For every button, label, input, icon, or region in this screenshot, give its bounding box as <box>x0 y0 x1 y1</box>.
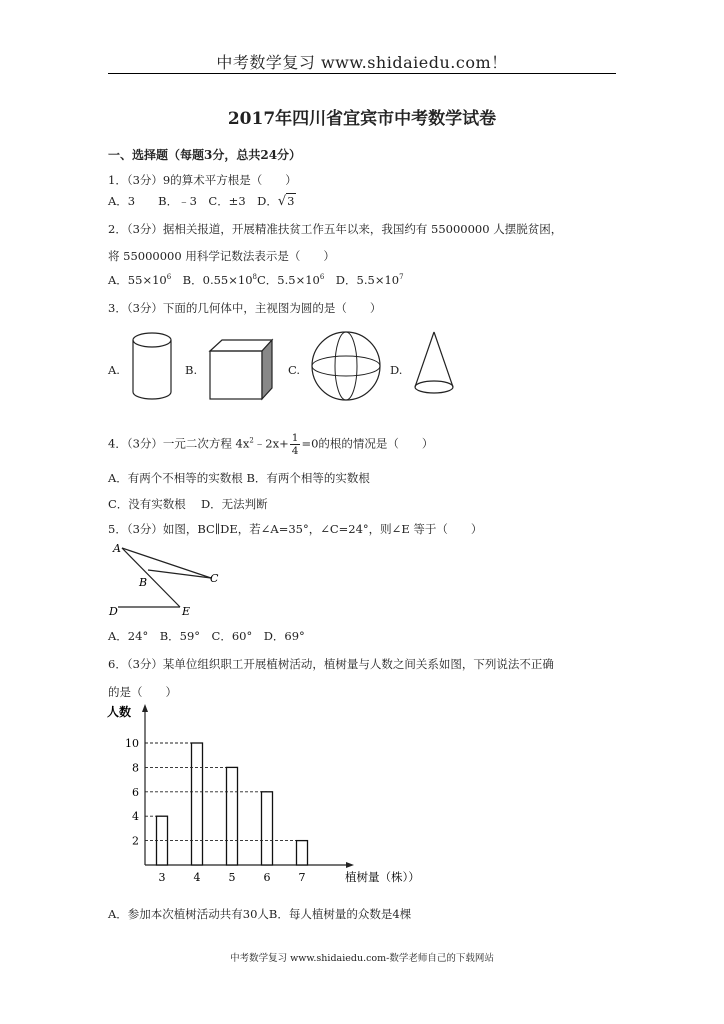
q6-stem-line1: 6．（3分）某单位组织职工开展植树活动，植树量与人数之间关系如图，下列说法不正确 <box>108 657 554 671</box>
q3-label-c: C. <box>288 363 301 377</box>
q4-fraction <box>290 432 301 457</box>
q6-option-line: A．参加本次植树活动共有30人B．每人植树量的众数是4棵 <box>108 907 412 921</box>
tree-planting-bar-chart <box>105 700 445 890</box>
y-tick-label: 4 <box>132 810 139 824</box>
page-header: 中考数学复习 www.shidaiedu.com！ <box>216 53 508 72</box>
q4-stem-mid: ﹣2x+ <box>253 436 289 451</box>
q2-opt-b-exp: 8 <box>252 273 257 282</box>
q2-opt-c: C．5.5×10 <box>256 273 320 287</box>
x-tick-label: 5 <box>228 871 236 884</box>
bar <box>262 792 273 865</box>
q2-options <box>108 272 404 288</box>
q2-opt-b: B．0.55×10 <box>171 273 253 287</box>
sphere-figure <box>306 326 386 406</box>
paper-title: 2017年四川省宜宾市中考数学试卷 <box>227 109 497 129</box>
section-heading: 一、选择题（每题3分，总共24分） <box>108 148 302 162</box>
q6-stem-line2: 的是（ ） <box>108 685 177 699</box>
x-tick-label: 6 <box>263 871 271 884</box>
q4-frac-num: 1 <box>291 432 299 444</box>
bar <box>227 767 238 865</box>
q5-point-e: E <box>182 605 191 618</box>
q5-point-a: A <box>113 542 121 555</box>
q5-geometry-figure <box>106 540 226 620</box>
y-axis-label: 人数 <box>107 705 132 719</box>
q3-label-b: B. <box>185 363 198 377</box>
q4-frac-den: 4 <box>291 445 299 457</box>
q2-stem-line1: 2．（3分）据相关报道，开展精准扶贫工作五年以来，我国约有 55000000 人摆脱贫困， <box>108 222 563 236</box>
q3-label-d: D. <box>390 363 403 377</box>
q2-opt-d-exp: 7 <box>399 273 404 282</box>
y-tick-label: 6 <box>132 785 139 799</box>
y-axis-arrow <box>142 704 148 712</box>
x-tick-label: 7 <box>298 871 306 884</box>
q4-stem-pre: 4．（3分）一元二次方程 4x <box>108 436 250 451</box>
q4-stem-post: =0的根的情况是（ ） <box>301 436 434 451</box>
q1-options-text: A．3 B．﹣3 C．±3 D． <box>108 194 278 208</box>
x-axis-arrow <box>346 862 354 868</box>
q2-opt-c-exp: 6 <box>319 273 325 282</box>
cylinder-figure <box>128 330 178 406</box>
cube-figure <box>205 337 277 403</box>
x-axis-label: 植树量（株）） <box>345 870 420 884</box>
q3-stem: 3．（3分）下面的几何体中，主视图为圆的是（ ） <box>108 301 382 315</box>
y-tick-label: 8 <box>132 761 139 775</box>
bar <box>297 841 308 865</box>
bar <box>192 743 203 865</box>
q5-point-d: D <box>109 605 118 618</box>
x-tick-label: 3 <box>158 871 166 884</box>
q1-sqrt-radicand: 3 <box>287 194 295 208</box>
q2-stem-line2: 将 55000000 用科学记数法表示是（ ） <box>108 249 335 263</box>
q4-options-line1: A．有两个不相等的实数根 B．有两个相等的实数根 <box>108 471 370 485</box>
q4-options-line2: C．没有实数根 D．无法判断 <box>108 497 268 511</box>
q4-stem-exp: 2 <box>249 436 254 445</box>
q1-options <box>108 193 296 209</box>
q2-opt-a: A．55×10 <box>108 273 167 287</box>
q1-sqrt: √3 <box>277 194 295 209</box>
cone-figure <box>408 327 460 403</box>
page-footer: 中考数学复习 www.shidaiedu.com-数学老师自己的下载网站 <box>230 953 494 964</box>
q5-options: A．24° B．59° C．60° D．69° <box>108 629 305 643</box>
q2-opt-a-exp: 6 <box>166 273 172 282</box>
q1-stem: 1．（3分）9的算术平方根是（ ） <box>108 173 297 187</box>
x-tick-label: 4 <box>193 871 201 884</box>
q5-point-c: C <box>210 572 219 585</box>
q5-point-b: B <box>139 576 148 589</box>
q3-label-a: A. <box>108 363 120 377</box>
y-tick-label: 10 <box>125 737 139 750</box>
q4-stem <box>108 432 433 457</box>
q2-opt-d: D．5.5×10 <box>324 273 400 287</box>
q5-stem: 5．（3分）如图，BC∥DE，若∠A=35°，∠C=24°，则∠E 等于（ ） <box>108 522 483 536</box>
header-divider <box>108 73 616 74</box>
y-tick-label: 2 <box>132 834 139 848</box>
